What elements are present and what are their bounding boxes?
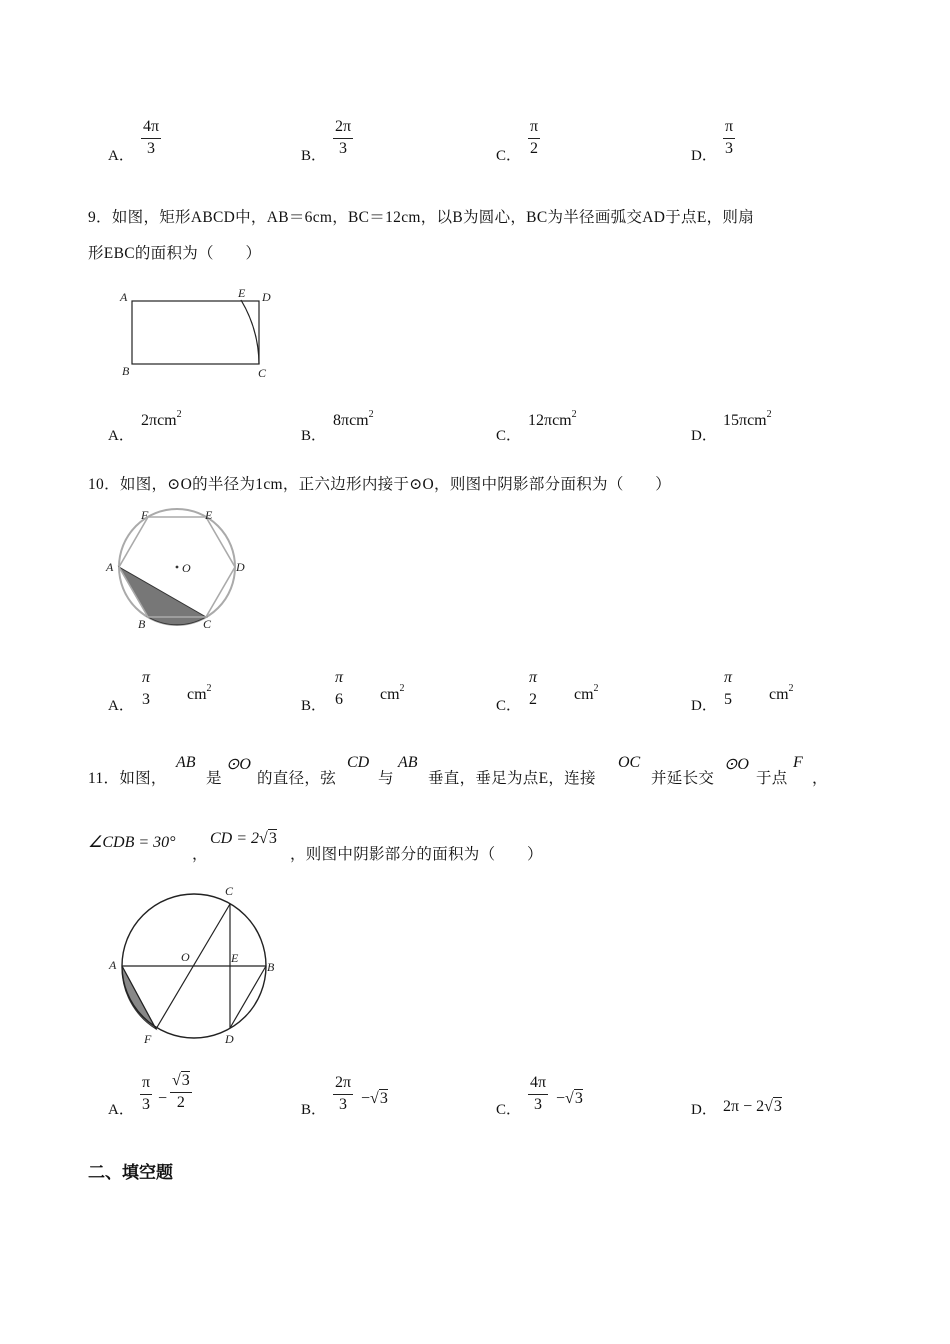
q11-option-b-frac: 2π 3 xyxy=(335,1074,352,1113)
q10-option-d-unit: $cm^2$ xyxy=(769,683,794,703)
q11-label-d: D xyxy=(225,1032,234,1046)
q10-option-d-fraction: π 5 xyxy=(724,669,733,708)
q11-option-c-minus-root: −√3 xyxy=(556,1090,583,1107)
q10-option-b-fraction: π 6 xyxy=(335,669,344,708)
shaded-triangle-abc xyxy=(119,567,206,617)
q11-math-ab-2: AB xyxy=(398,754,418,771)
q11-text-2: 是 xyxy=(206,770,222,787)
q10-label-e: E xyxy=(205,508,213,522)
q11-math-circle-o-2: ⊙O xyxy=(724,756,749,773)
q9-label-c: C xyxy=(258,366,267,380)
q10-label-c: C xyxy=(203,617,212,631)
q10-text: 10．如图，⊙O的半径为1cm，正六边形内接于⊙O，则图中阴影部分面积为（ ） xyxy=(88,476,672,493)
q11-figure xyxy=(104,878,284,1050)
q11-text-4: 与 xyxy=(378,770,394,787)
q11-option-a-frac2: √3 2 xyxy=(172,1072,190,1111)
q10-label-a: A xyxy=(106,560,114,574)
q9-option-c-value: 12πcm$^2$ xyxy=(528,409,577,429)
q11-option-d-value: 2π − 2√3 xyxy=(723,1098,782,1115)
q8-option-d-fraction: π 3 xyxy=(725,118,734,157)
q10-option-a-unit: $cm^2$ xyxy=(187,683,212,703)
q11-option-c-letter: C． xyxy=(496,1102,522,1118)
q11-option-b-letter: B． xyxy=(301,1102,327,1118)
arc-ec xyxy=(241,300,259,364)
q11-text-7: 于点 xyxy=(756,770,788,787)
q10-label-o: O xyxy=(182,561,191,575)
q11-math-ab: AB xyxy=(176,754,196,771)
q9-label-e: E xyxy=(238,286,246,300)
q11-option-a-minus: − xyxy=(158,1090,168,1107)
q10-option-d-letter: D． xyxy=(691,698,717,714)
q8-option-c-letter: C． xyxy=(496,148,522,164)
q11-text-10: ，则图中阴影部分的面积为（ ） xyxy=(290,846,543,863)
q9-option-a-letter: A． xyxy=(108,428,134,444)
q9-option-a-value: 2πcm$^2$ xyxy=(141,409,182,429)
q8-option-d-letter: D． xyxy=(691,148,717,164)
q9-figure xyxy=(110,282,280,382)
q11-text-9: ， xyxy=(192,846,208,863)
section-2-heading: 二、填空题 xyxy=(88,1163,173,1183)
q11-text-5: 垂直，垂足为点E，连接 xyxy=(428,770,596,787)
q9-option-b-letter: B． xyxy=(301,428,327,444)
q10-label-f: F xyxy=(141,508,149,522)
chord-af xyxy=(122,966,156,1029)
q11-label-b: B xyxy=(267,960,275,974)
q10-label-b: B xyxy=(138,617,146,631)
q10-option-a-fraction: π 3 xyxy=(142,669,151,708)
q11-label-a: A xyxy=(109,958,117,972)
q11-text-8: ， xyxy=(812,770,828,787)
q9-option-d-value: 15πcm$^2$ xyxy=(723,409,772,429)
q11-option-b-minus-root: −√3 xyxy=(361,1090,388,1107)
q10-option-b-unit: $cm^2$ xyxy=(380,683,405,703)
q11-label-f: F xyxy=(144,1032,152,1046)
q11-math-oc: OC xyxy=(618,754,641,771)
q8-option-b-letter: B． xyxy=(301,148,327,164)
rectangle-abcd xyxy=(132,301,259,364)
q8-option-a-fraction: 4π 3 xyxy=(143,118,160,157)
q11-math-circle-o: ⊙O xyxy=(226,756,251,773)
q9-option-b-value: 8πcm$^2$ xyxy=(333,409,374,429)
q10-figure xyxy=(105,503,250,631)
q11-math-cd-eq: CD = 2√3 xyxy=(210,830,277,847)
q8-option-c-fraction: π 2 xyxy=(530,118,539,157)
q8-option-a-letter: A． xyxy=(108,148,134,164)
q11-label-o: O xyxy=(181,950,190,964)
q9-label-d: D xyxy=(262,290,271,304)
q10-option-c-fraction: π 2 xyxy=(529,669,538,708)
q9-label-b: B xyxy=(122,364,130,378)
q11-option-a-letter: A． xyxy=(108,1102,134,1118)
q9-text-line2: 形EBC的面积为（ ） xyxy=(88,245,262,262)
shaded-segment-bc xyxy=(148,617,206,625)
q11-label-c: C xyxy=(225,884,234,898)
q9-text-line1: 9．如图，矩形ABCD中，AB＝6cm，BC＝12cm，以B为圆心，BC为半径画弧交AD于点E，则扇 xyxy=(88,209,755,226)
q10-label-d: D xyxy=(236,560,245,574)
q10-option-c-letter: C． xyxy=(496,698,522,714)
q9-option-d-letter: D． xyxy=(691,428,717,444)
q11-math-angle: ∠CDB = 30° xyxy=(88,834,176,851)
center-point-o xyxy=(176,566,179,569)
q11-math-cd: CD xyxy=(347,754,370,771)
q11-option-d-letter: D． xyxy=(691,1102,717,1118)
q10-option-b-letter: B． xyxy=(301,698,327,714)
q11-option-a-frac1: π 3 xyxy=(142,1074,151,1113)
q10-option-c-unit: $cm^2$ xyxy=(574,683,599,703)
q11-label-e: E xyxy=(231,951,239,965)
chord-bd xyxy=(230,966,266,1028)
q11-text-3: 的直径，弦 xyxy=(257,770,337,787)
q11-math-f: F xyxy=(793,754,803,771)
q10-option-a-letter: A． xyxy=(108,698,134,714)
q11-text-6: 并延长交 xyxy=(651,770,715,787)
q11-text-1: 11．如图， xyxy=(88,770,167,787)
q11-option-c-frac: 4π 3 xyxy=(530,1074,547,1113)
q8-option-b-fraction: 2π 3 xyxy=(335,118,352,157)
q9-option-c-letter: C． xyxy=(496,428,522,444)
q9-label-a: A xyxy=(120,290,128,304)
